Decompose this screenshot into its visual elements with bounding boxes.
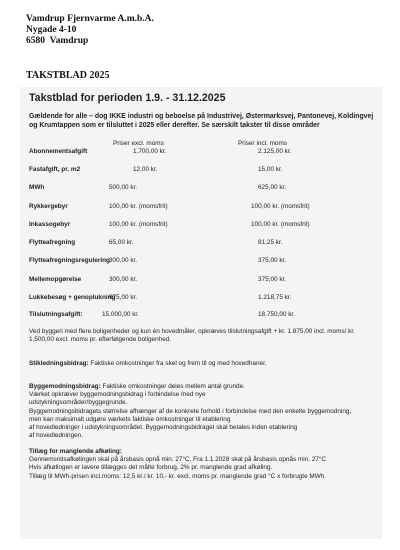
rate-label: Rykkergebyr <box>29 203 68 210</box>
byggemodning-title: Byggemodningsbidrag: <box>29 383 101 390</box>
tillaeg-title: Tillæg for manglende afkøling: <box>29 448 122 455</box>
note-line: 1.500,00 excl. moms pr. efterfølgende boligenhed. <box>29 336 172 344</box>
rate-row <box>29 148 375 157</box>
byggemodning-line: Værket opkræver byggemodningsbidrag i forbindelse med nye <box>29 391 206 399</box>
rate-price-excl: 975,00 kr. <box>109 294 138 301</box>
rate-row <box>29 203 375 212</box>
company-address <box>26 14 154 47</box>
rate-row <box>29 239 375 248</box>
tillaeg-section <box>29 448 375 481</box>
rate-label: Tilslutningsafgift: <box>29 311 83 318</box>
rate-price-incl: 100,00 kr. (momsfrit) <box>251 221 310 228</box>
company-name: Vamdrup Fjernvarme A.m.b.A. <box>26 14 154 24</box>
rate-row <box>29 257 375 266</box>
byggemodning-line: Byggemodningsbidragets størrelse afhænger af de konkrete forhold i forbindelse med den enkelte byggemodning, <box>29 407 352 415</box>
stikledning-text: Faktiske omkostninger fra skel og frem til og med hovedhaner. <box>88 360 267 367</box>
rate-price-excl: 500,00 kr. <box>109 184 138 191</box>
rate-price-excl: 12,00 kr. <box>133 166 158 173</box>
rate-label: Flytteafregningsregulering <box>29 257 110 264</box>
rate-row <box>29 276 375 285</box>
byggemodning-line: men kan maksimalt udgøre værkets faktiske omkostninger til etablering <box>29 415 231 423</box>
stikledning-section <box>29 360 375 368</box>
rate-price-excl: 100,00 kr. (momsfrit) <box>109 221 168 228</box>
rate-row <box>29 221 375 230</box>
stikledning-title: Stikledningsbidrag: <box>29 360 89 367</box>
rate-label: Flytteafregning <box>29 239 76 246</box>
tillaeg-line: Tillæg til MWh-prisen incl.moms: 12,5 kr./ kr. 10,- kr. excl. moms pr. manglende grad °C x forbrugte MWh. <box>29 472 327 480</box>
rate-price-excl: 100,00 kr. (momsfrit) <box>109 203 168 210</box>
rate-price-incl: 100,00 kr. (momsfrit) <box>251 203 310 210</box>
byggemodning-line: af hovedledningen. <box>29 432 84 440</box>
rate-price-excl: 1.700,00 kr. <box>133 148 167 155</box>
rate-label: Abonnementsafgift <box>29 148 88 155</box>
tillaeg-line: Gennemsnitsafkølingen skal på årsbasis opnå min. 27°C. Fra 1.1.2028 skal på årsbasis opnås min. 27°C <box>29 456 327 464</box>
rate-price-incl: 375,00 kr. <box>258 276 287 283</box>
rate-label: Fastafgift, pr. m2 <box>29 166 81 173</box>
byggemodning-line: udstykningsområder/byggegrunde. <box>29 399 128 407</box>
rate-price-excl: 65,00 kr. <box>109 239 134 246</box>
company-street: Nygade 4-10 <box>26 25 77 35</box>
rate-price-incl: 375,00 kr. <box>258 257 287 264</box>
byggemodning-first-line: Faktiske omkostninger deles mellem antal grunde. <box>100 383 245 390</box>
rate-label: Lukkebesøg + genoplukning <box>29 294 116 301</box>
note-line: Ved byggeri med flere boligenheder og kun én hovedmåler, opkræves tilslutningsafgift + kr. 1.875,00 incl. moms/ kr. <box>29 328 355 335</box>
column-header-incl: Priser incl. moms <box>238 140 288 147</box>
column-header-excl: Priser excl. moms <box>113 140 164 147</box>
multi-unit-note <box>29 328 375 344</box>
rate-row <box>29 294 375 303</box>
rate-price-incl: 18.750,00 kr. <box>258 311 295 318</box>
byggemodning-line: af hovedledninger i udstykningsområdet. Byggemodningsbidraget skal betales inden etablering <box>29 424 298 432</box>
rate-price-incl: 625,00 kr. <box>258 184 287 191</box>
rate-price-incl: 15,00 kr. <box>258 166 283 173</box>
rate-label: MWh <box>29 184 45 191</box>
rate-price-incl: 81,25 kr. <box>258 239 283 246</box>
rate-price-excl: 300,00 kr. <box>109 257 138 264</box>
document-title: TAKSTBLAD 2025 <box>26 70 110 81</box>
company-city: 6580 Vamdrup <box>26 36 89 46</box>
rate-label: Mellemopgørelse <box>29 276 82 283</box>
rate-row <box>29 166 375 175</box>
rate-price-excl: 15.000,00 kr. <box>102 311 139 318</box>
tariff-heading: Takstblad for perioden 1.9. - 31.12.2025 <box>29 92 226 104</box>
byggemodning-section <box>29 383 375 440</box>
rate-price-incl: 1.218,75 kr. <box>258 294 292 301</box>
intro-text: Gældende for alle – dog IKKE industri og beboelse på Industrivej, Østermarksvej, Pantonevej, Koldingvej og Krumtappen som er tilsluttet i 2025 eller derefter. Se særskilt takster til disse områder <box>29 113 374 129</box>
rate-row <box>29 184 375 193</box>
rate-row <box>29 311 375 320</box>
rate-label: Inkassogebyr <box>29 221 71 228</box>
tillaeg-line: Hvis afkølingen er lavere tillægges det målte forbrug, 2% pr. manglende grad afkøling. <box>29 464 273 472</box>
rate-price-incl: 2.125,00 kr. <box>258 148 292 155</box>
rate-price-excl: 300,00 kr. <box>109 276 138 283</box>
